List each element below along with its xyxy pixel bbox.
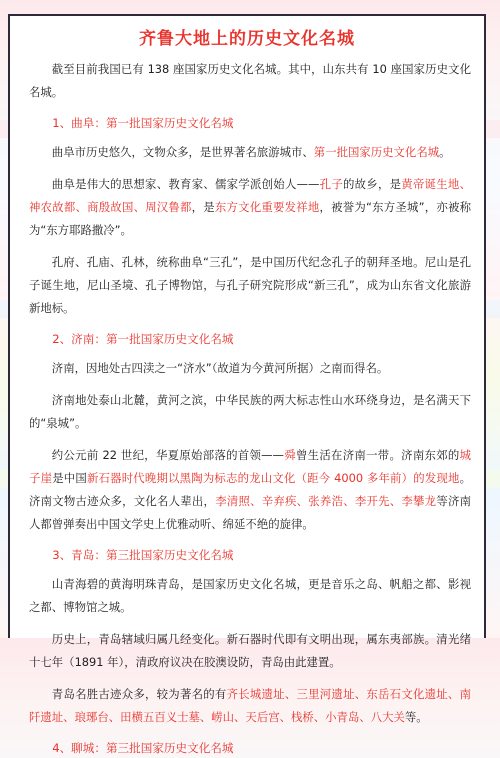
highlight-text: 黄帝诞生地、神农故都、商殷故国、周汉鲁都 bbox=[29, 177, 471, 214]
body-text: 历史上，青岛辖域归属几经变化。新石器时代即有文明出现，属东夷部族。清光绪十七年（1891 年），清政府议决在胶澳设防，青岛由此建置。 bbox=[29, 632, 471, 669]
highlight-text: 李清照、辛弃疾、张养浩、李开先、李攀龙 bbox=[215, 494, 437, 508]
body-text: 济南，因地处古四渎之一“济水”（故道为今黄河所据）之南而得名。 bbox=[51, 361, 389, 375]
paragraph bbox=[29, 444, 471, 536]
body-text: 曲阜市历史悠久，文物众多，是世界著名旅游城市、 bbox=[51, 145, 314, 159]
body-text: 截至目前我国已有 138 座国家历史文化名城。其中，山东共有 10 座国家历史文化名城。 bbox=[29, 62, 471, 99]
body-text: 。济南文物古迹众多，文化名人辈出， bbox=[29, 471, 471, 508]
body-text: ，被誉为“东方圣城”，亦被称为“东方耶路撒冷”。 bbox=[29, 200, 471, 237]
highlight-text: 孔子 bbox=[319, 177, 343, 191]
body-text: 济南地处泰山北麓，黄河之滨，中华民族的两大标志性山水环绕身边，是名满天下的“泉城”。 bbox=[29, 393, 471, 430]
paragraph bbox=[29, 58, 471, 104]
highlight-text: 齐长城遗址、三里河遗址、东岳石文化遗址、南阡遗址、琅琊台、田横五百义士墓、崂山、天后宫、栈桥、小青岛、八大关 bbox=[29, 687, 471, 724]
highlight-text: 2、济南：第一批国家历史文化名城 bbox=[52, 332, 234, 346]
section-heading bbox=[29, 545, 471, 565]
paragraph bbox=[29, 173, 471, 242]
highlight-text: 城子崖 bbox=[29, 448, 471, 485]
highlight-text: 4、聊城：第三批国家历史文化名城 bbox=[52, 741, 234, 755]
paragraph bbox=[29, 683, 471, 729]
highlight-text: 第一批国家历史文化名城 bbox=[313, 145, 440, 159]
body-text: 等济南人都曾弹奏出中国文学史上优雅动听、绵延不绝的旋律。 bbox=[29, 494, 471, 531]
body-text: 是中国 bbox=[52, 471, 87, 485]
body-text: 曾生活在济南一带。济南东郊的 bbox=[295, 448, 460, 462]
highlight-text: 1、曲阜：第一批国家历史文化名城 bbox=[52, 116, 234, 130]
highlight-text: 新石器时代晚期以黑陶为标志的龙山文化（距今 4000 多年前）的发现地 bbox=[86, 471, 460, 485]
paragraph bbox=[29, 628, 471, 674]
section-heading bbox=[29, 113, 471, 133]
paragraph bbox=[29, 357, 471, 380]
highlight-text: 舜 bbox=[283, 448, 296, 462]
body-text: ，是 bbox=[191, 200, 215, 214]
body-text: 等。 bbox=[404, 710, 428, 724]
highlight-text: 东方文化重要发祥地 bbox=[214, 200, 320, 214]
highlight-text: 3、青岛：第三批国家历史文化名城 bbox=[52, 548, 234, 562]
body-text: 孔府、孔庙、孔林，统称曲阜“三孔”，是中国历代纪念孔子的朝拜圣地。尼山是孔子诞生地，尼山圣境、孔子博物馆，与孔子研究院形成“新三孔”，成为山东省文化旅游新地标。 bbox=[29, 255, 471, 315]
body-text: 的故乡，是 bbox=[342, 177, 402, 191]
section-heading bbox=[29, 329, 471, 349]
article-card bbox=[8, 14, 486, 755]
article-body bbox=[10, 58, 484, 758]
body-text: 青岛名胜古迹众多，较为著名的有 bbox=[51, 687, 227, 701]
body-text: 约公元前 22 世纪，华夏原始部落的首领—— bbox=[51, 448, 284, 462]
body-text: 。 bbox=[439, 145, 451, 159]
paragraph bbox=[29, 251, 471, 320]
paragraph bbox=[29, 573, 471, 619]
paragraph bbox=[29, 389, 471, 435]
section-heading bbox=[29, 738, 471, 758]
article-title: 齐鲁大地上的历史文化名城 bbox=[139, 29, 355, 49]
body-text: 山青海碧的黄海明珠青岛，是国家历史文化名城，更是音乐之岛、帆船之都、影视之都、博物馆之城。 bbox=[29, 577, 471, 614]
body-text: 曲阜是伟大的思想家、教育家、儒家学派创始人—— bbox=[51, 177, 320, 191]
paragraph bbox=[29, 141, 471, 164]
